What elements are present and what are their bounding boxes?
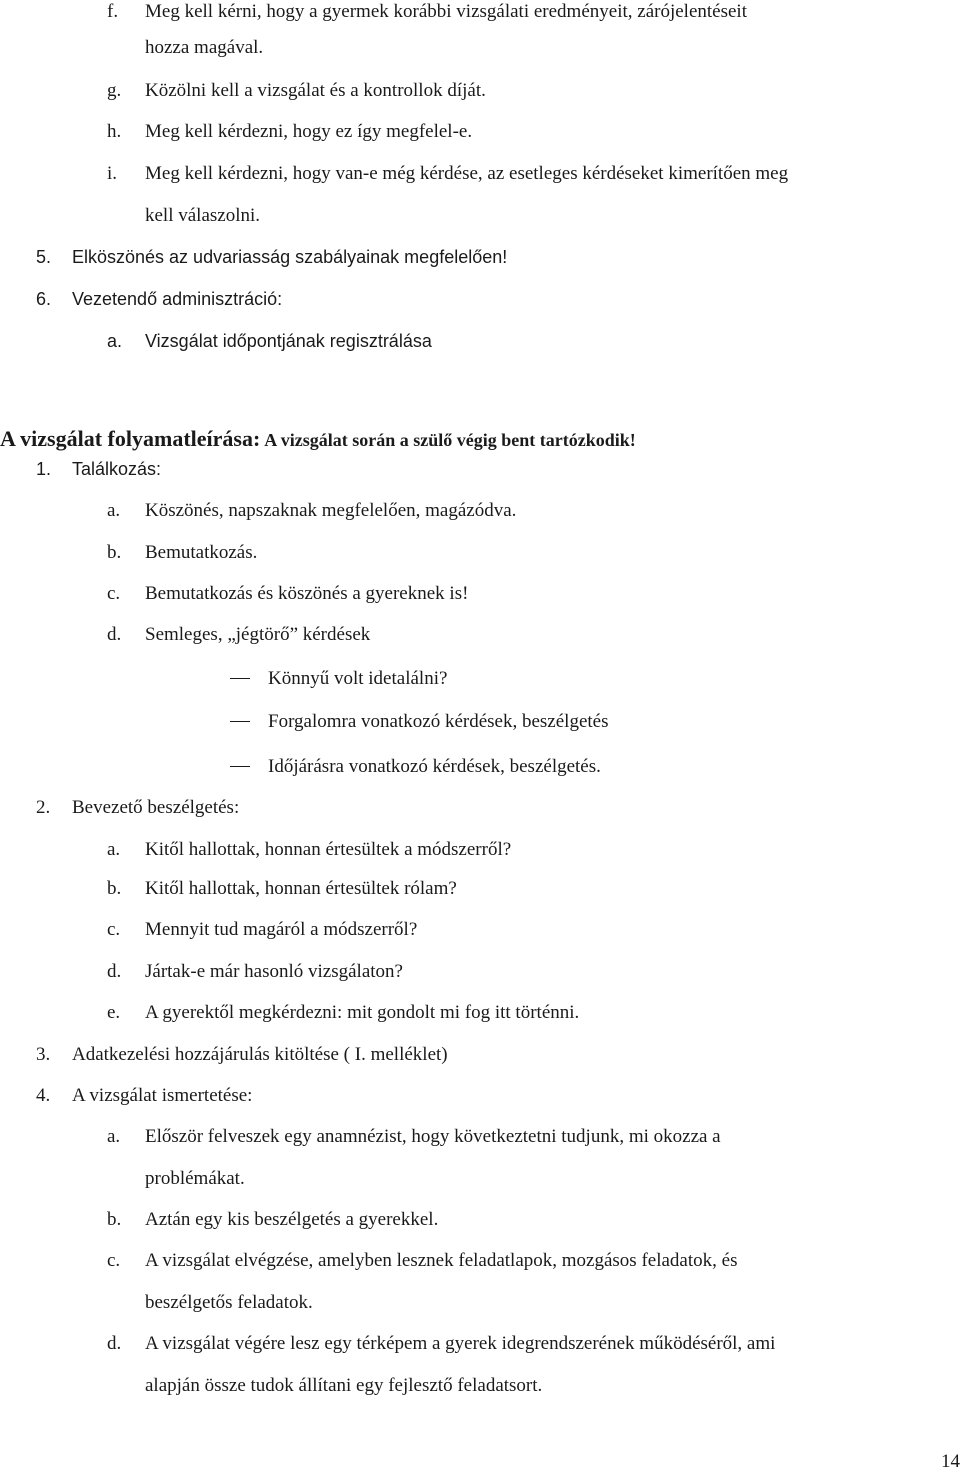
page-number: 14	[941, 1451, 960, 1472]
heading-title: A vizsgálat folyamatleírása:	[0, 426, 261, 451]
section-heading	[0, 426, 636, 452]
dash-bullet-icon	[230, 678, 250, 679]
dash-bullet-icon	[230, 721, 250, 722]
heading-subtitle: A vizsgálat során a szülő végig bent tartózkodik!	[264, 430, 636, 450]
dash-bullet-icon	[230, 766, 250, 767]
